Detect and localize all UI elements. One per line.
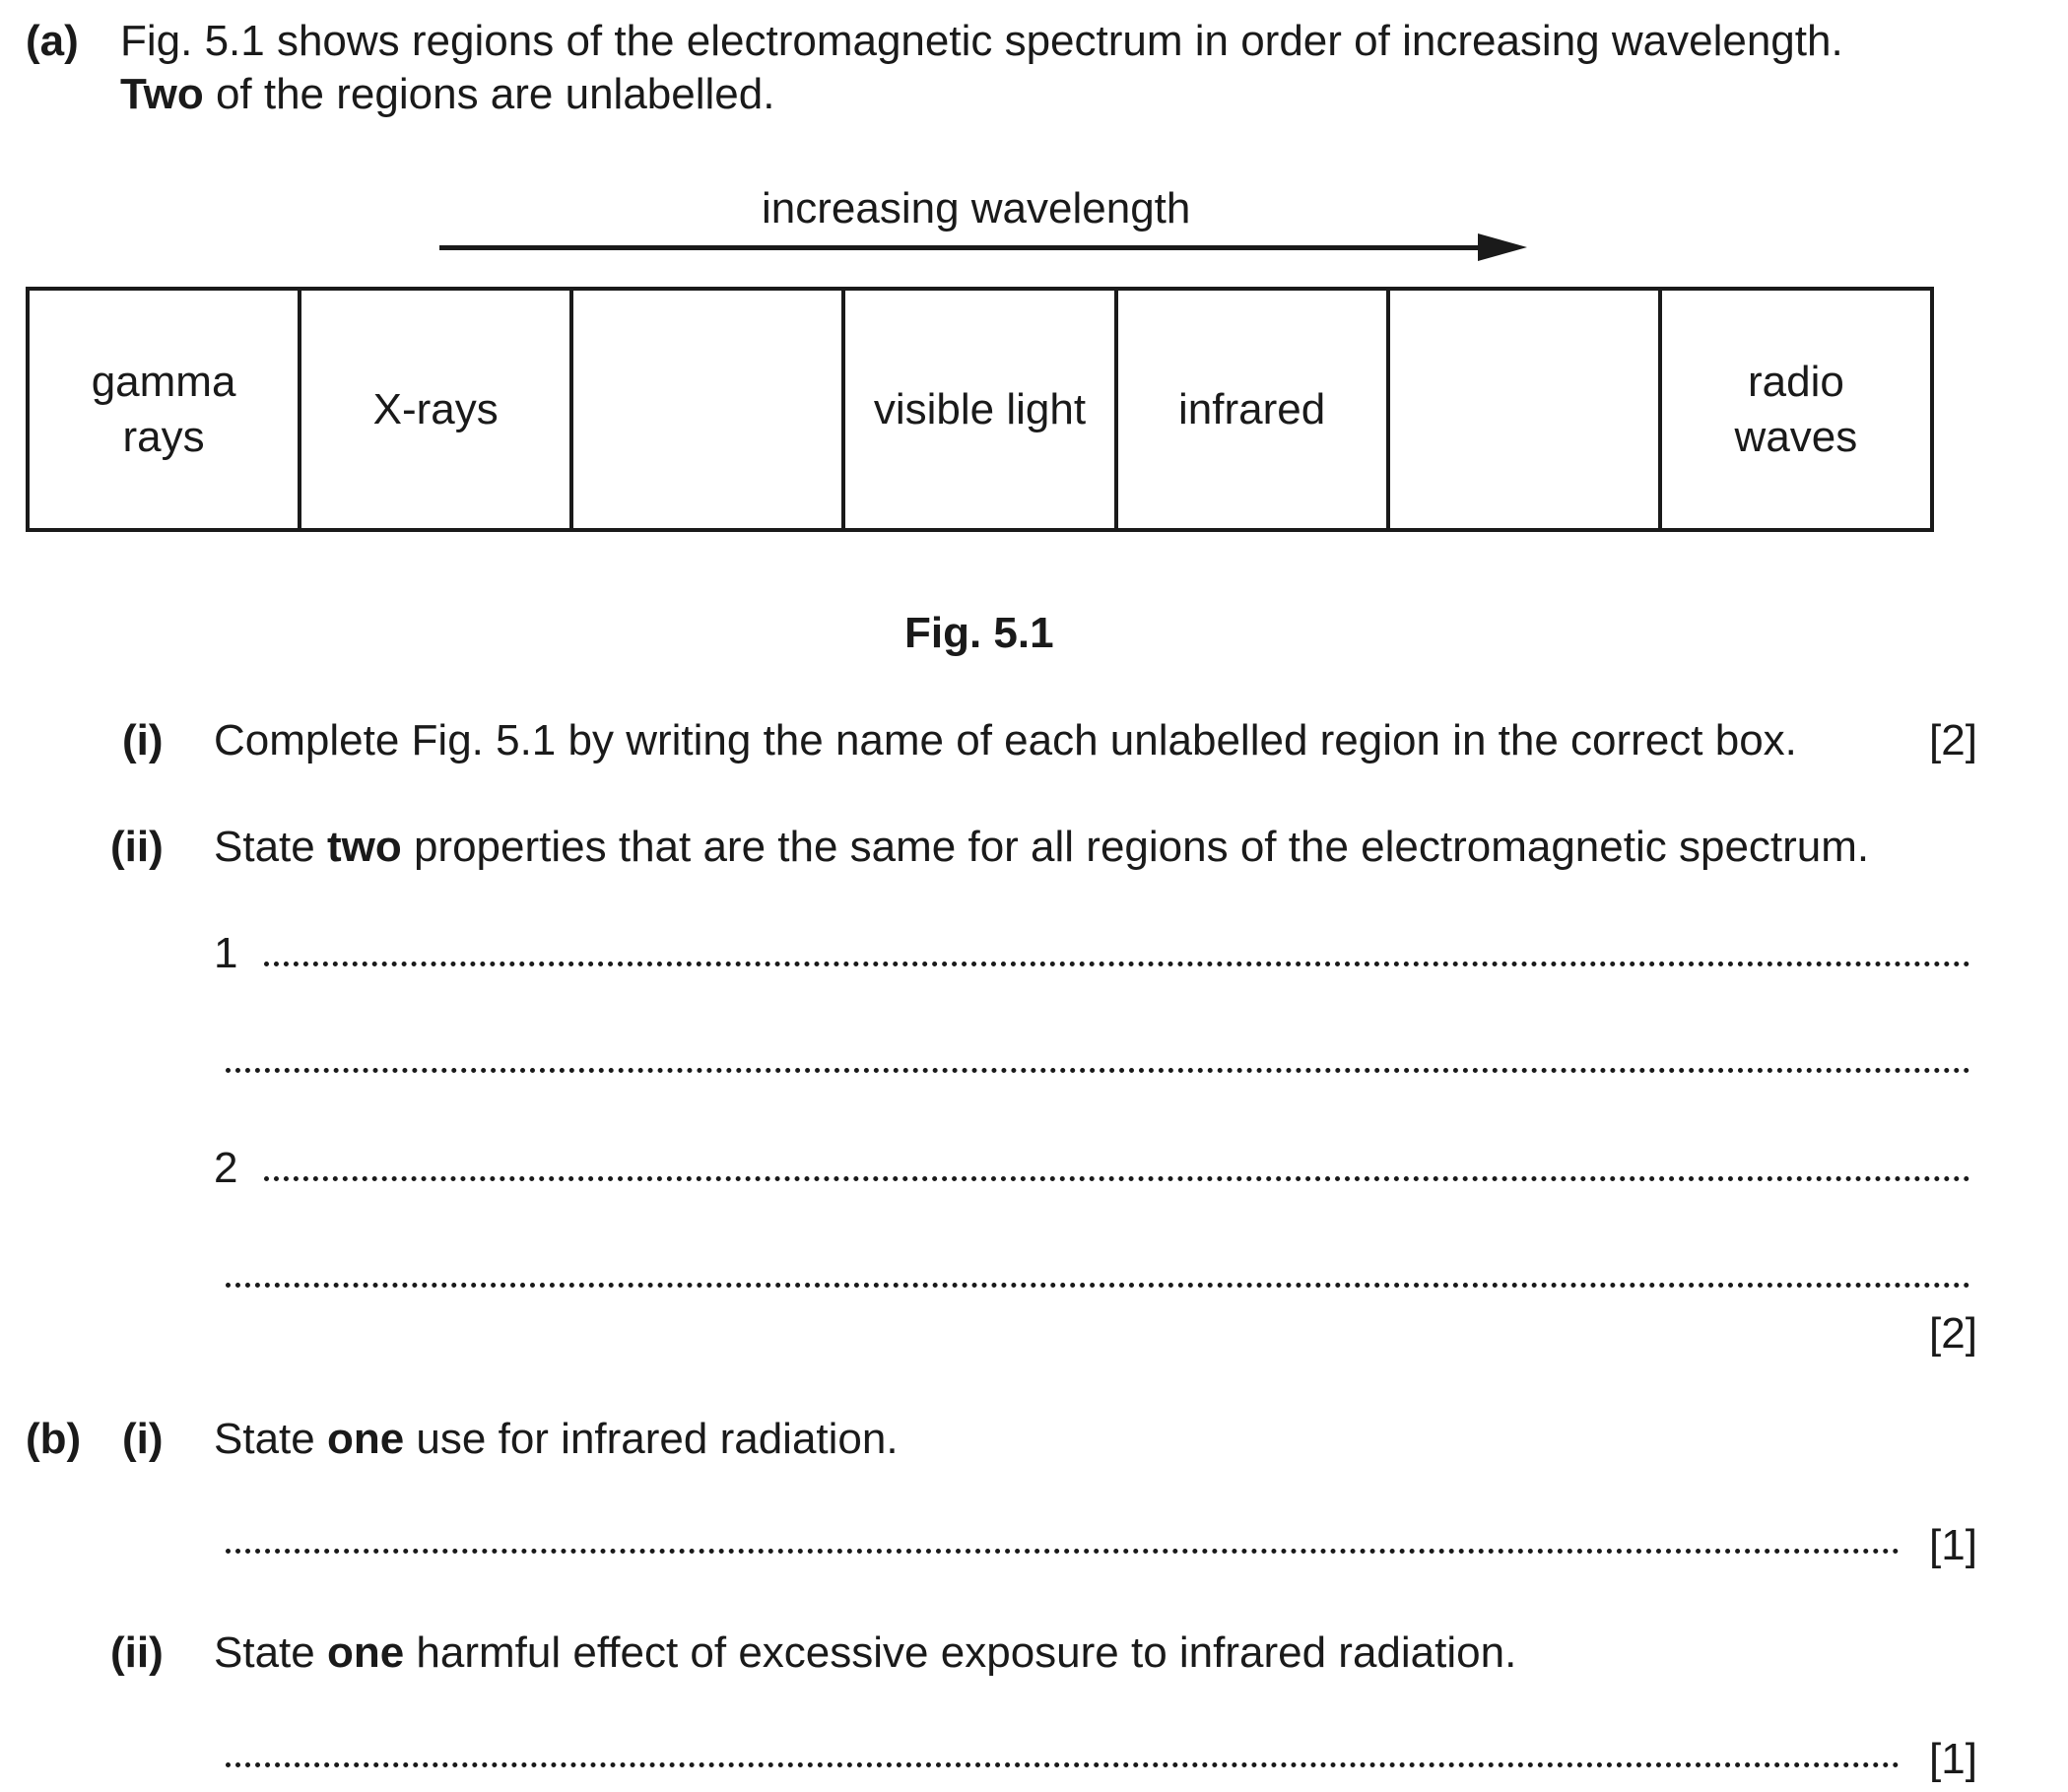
- arrow-label: increasing wavelength: [762, 184, 1191, 232]
- part-b-label: (b): [26, 1415, 82, 1463]
- q-b-i-text-bold: one: [326, 1415, 405, 1463]
- q-a-ii-marks: [2]: [1929, 1309, 1977, 1358]
- answer-1-line-2[interactable]: [226, 1068, 1970, 1073]
- region-box-x-rays: X-rays: [301, 291, 573, 528]
- q-b-i-marks: [1]: [1929, 1521, 1977, 1569]
- q-b-i-text: [214, 1414, 899, 1465]
- wavelength-arrow-line: [439, 245, 1513, 250]
- region-box-blank-1[interactable]: [573, 291, 845, 528]
- region-box-blank-2[interactable]: [1390, 291, 1662, 528]
- region-box-radio-waves: radio waves: [1734, 357, 1858, 461]
- q-a-i-text: Complete Fig. 5.1 by writing the name of each unlabelled region in the correct box.: [214, 716, 1797, 764]
- answer-2-line-2[interactable]: [226, 1283, 1970, 1288]
- answer-1-line-1[interactable]: [264, 962, 1970, 966]
- q-b-ii-text: [214, 1627, 1516, 1679]
- region-box-visible-light: visible light: [845, 291, 1117, 528]
- q-a-ii-text-post: properties that are the same for all regions of the electromagnetic spectrum.: [401, 823, 1870, 871]
- q-b-ii-text-pre: State: [214, 1628, 327, 1677]
- part-a-intro-line2: [120, 69, 774, 120]
- part-a-intro-bold: Two: [120, 70, 204, 118]
- q-a-i-marks: [2]: [1929, 716, 1977, 764]
- q-b-ii-text-post: harmful effect of excessive exposure to infrared radiation.: [404, 1628, 1517, 1677]
- q-a-ii-label: (ii): [110, 823, 164, 871]
- part-a-label: (a): [26, 17, 79, 65]
- q-a-i-label: (i): [122, 716, 164, 764]
- q-a-ii-text: [214, 822, 1869, 873]
- q-b-i-text-post: use for infrared radiation.: [404, 1415, 899, 1463]
- q-b-ii-label: (ii): [110, 1628, 164, 1677]
- answer-1-number: 1: [214, 929, 238, 977]
- wavelength-arrow-head-icon: [1478, 233, 1527, 261]
- spectrum-table: [26, 287, 1934, 532]
- part-a-intro-rest: of the regions are unlabelled.: [203, 70, 775, 118]
- answer-b-i-line[interactable]: [226, 1549, 1900, 1554]
- q-a-ii-text-pre: State: [214, 823, 327, 871]
- answer-b-ii-line[interactable]: [226, 1762, 1900, 1767]
- figure-caption: Fig. 5.1: [904, 609, 1054, 657]
- part-a-intro-line1: Fig. 5.1 shows regions of the electromagnetic spectrum in order of increasing wavelength.: [120, 17, 1843, 65]
- q-b-i-label: (i): [122, 1415, 164, 1463]
- region-box-infrared: infrared: [1118, 291, 1390, 528]
- answer-2-number: 2: [214, 1144, 238, 1192]
- q-b-ii-text-bold: one: [326, 1628, 405, 1677]
- answer-2-line-1[interactable]: [264, 1176, 1970, 1181]
- q-a-ii-text-bold: two: [326, 823, 402, 871]
- q-b-ii-marks: [1]: [1929, 1735, 1977, 1783]
- region-box-gamma-rays: gamma rays: [30, 291, 301, 528]
- q-b-i-text-pre: State: [214, 1415, 327, 1463]
